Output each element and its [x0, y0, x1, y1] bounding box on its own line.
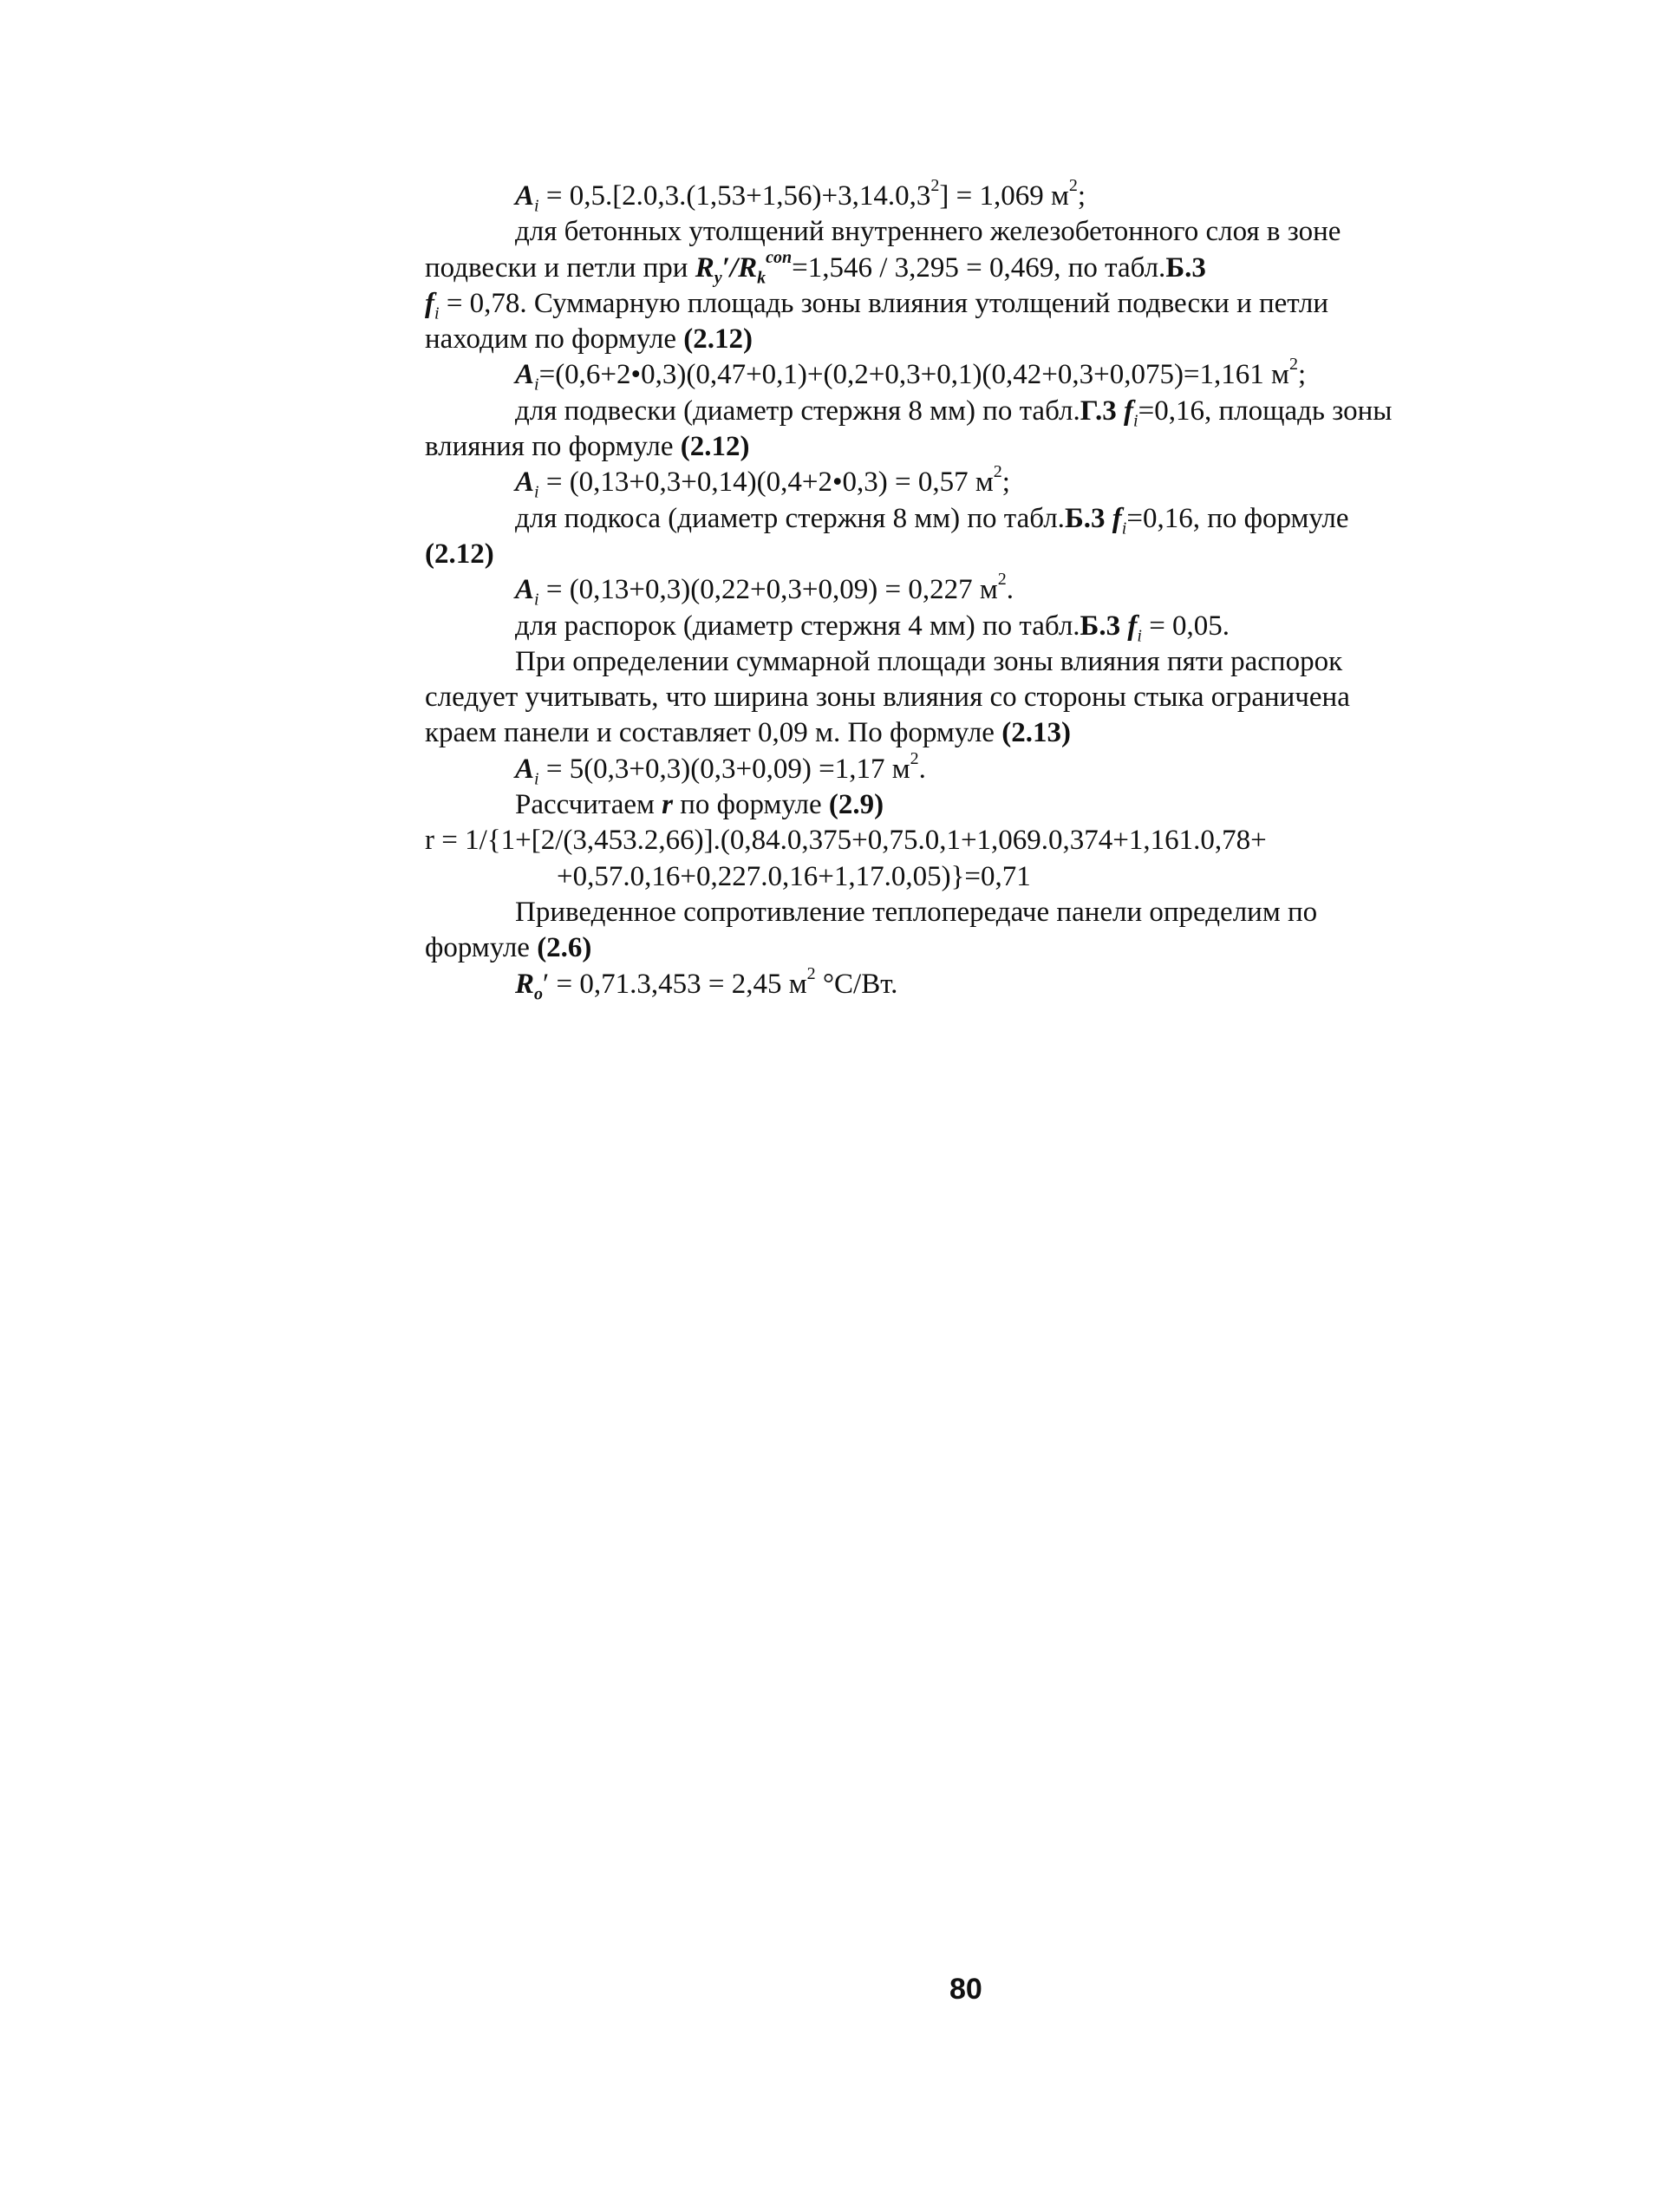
formula-line: $A_i$ = (0,13+0,3+0,14)(0,4+2•0,3) = 0,57 $м^2$; — [515, 462, 1010, 502]
formula-line: $A_i = (0,13+0,3)(0,22+0,3+0,09) = 0,227$ $м^2$. — [515, 570, 1014, 610]
text-line: следует учитывать, что ширина зоны влияния со стороны стыка ограничена — [425, 682, 1350, 714]
page-body — [425, 176, 1465, 1004]
text-line: для подкоса (диаметр стержня 8 мм) по табл.Б.3 $f_i=0,16$, по формуле — [515, 502, 1349, 538]
formula-line: r = 1/{1+[2/(3,453.2,66)].(0,84.0,375+0,75.0,1+1,069.0,374+1,161.0,78+ — [425, 825, 1267, 857]
formula-line: $A_i = 0,5.[2.0,3.(1,53+1,56)+3,14.0,3^2] = 1,069$ $м^2$; — [515, 176, 1086, 216]
page-number: 80 — [949, 1973, 982, 2006]
text-line: находим по формуле (2.12) — [425, 323, 753, 356]
text-line: для подвески (диаметр стержня 8 мм) по табл.Г.3 $f_i=0,16$, площадь зоны — [515, 395, 1393, 431]
text-line: подвески и петли при $R_y'/R_k^{con}=1,546 / 3,295 = 0,469$, по табл.Б.3 — [425, 247, 1206, 288]
text-line: для бетонных утолщений внутреннего железобетонного слоя в зоне — [515, 216, 1341, 248]
text-line: формуле (2.6) — [425, 932, 592, 964]
text-line: При определении суммарной площади зоны влияния пяти распорок — [515, 645, 1343, 677]
text-line: (2.12) — [425, 538, 494, 570]
text-line: для распорок (диаметр стержня 4 мм) по табл.Б.3 $f_i = 0,05$. — [515, 610, 1230, 646]
text-line: $f_i = 0,78$. Суммарную площадь зоны влияния утолщений подвески и петли — [425, 287, 1329, 323]
formula-line: $R_o' = 0,71.3,453 = 2,45$ $м^2$ °С/Вт. — [515, 963, 898, 1004]
text-line: Приведенное сопротивление теплопередаче панели определим по — [515, 896, 1318, 928]
text-line: Рассчитаем r по формуле (2.9) — [515, 789, 884, 821]
text-line: краем панели и составляет 0,09 м. По формуле (2.13) — [425, 717, 1071, 749]
formula-line: +0,57.0,16+0,227.0,16+1,17.0,05)}=0,71 — [557, 860, 1031, 892]
text-line: влияния по формуле (2.12) — [425, 431, 750, 463]
formula-line: $A_i = 5(0,3+0,3)(0,3+0,09) =1,17$ $м^2$. — [515, 748, 926, 789]
formula-line: $A_i=(0,6+2•0,3)(0,47+0,1)+(0,2+0,3+0,1)(0,42+0,3+0,075)=1,161$ $м^2$; — [515, 355, 1307, 395]
